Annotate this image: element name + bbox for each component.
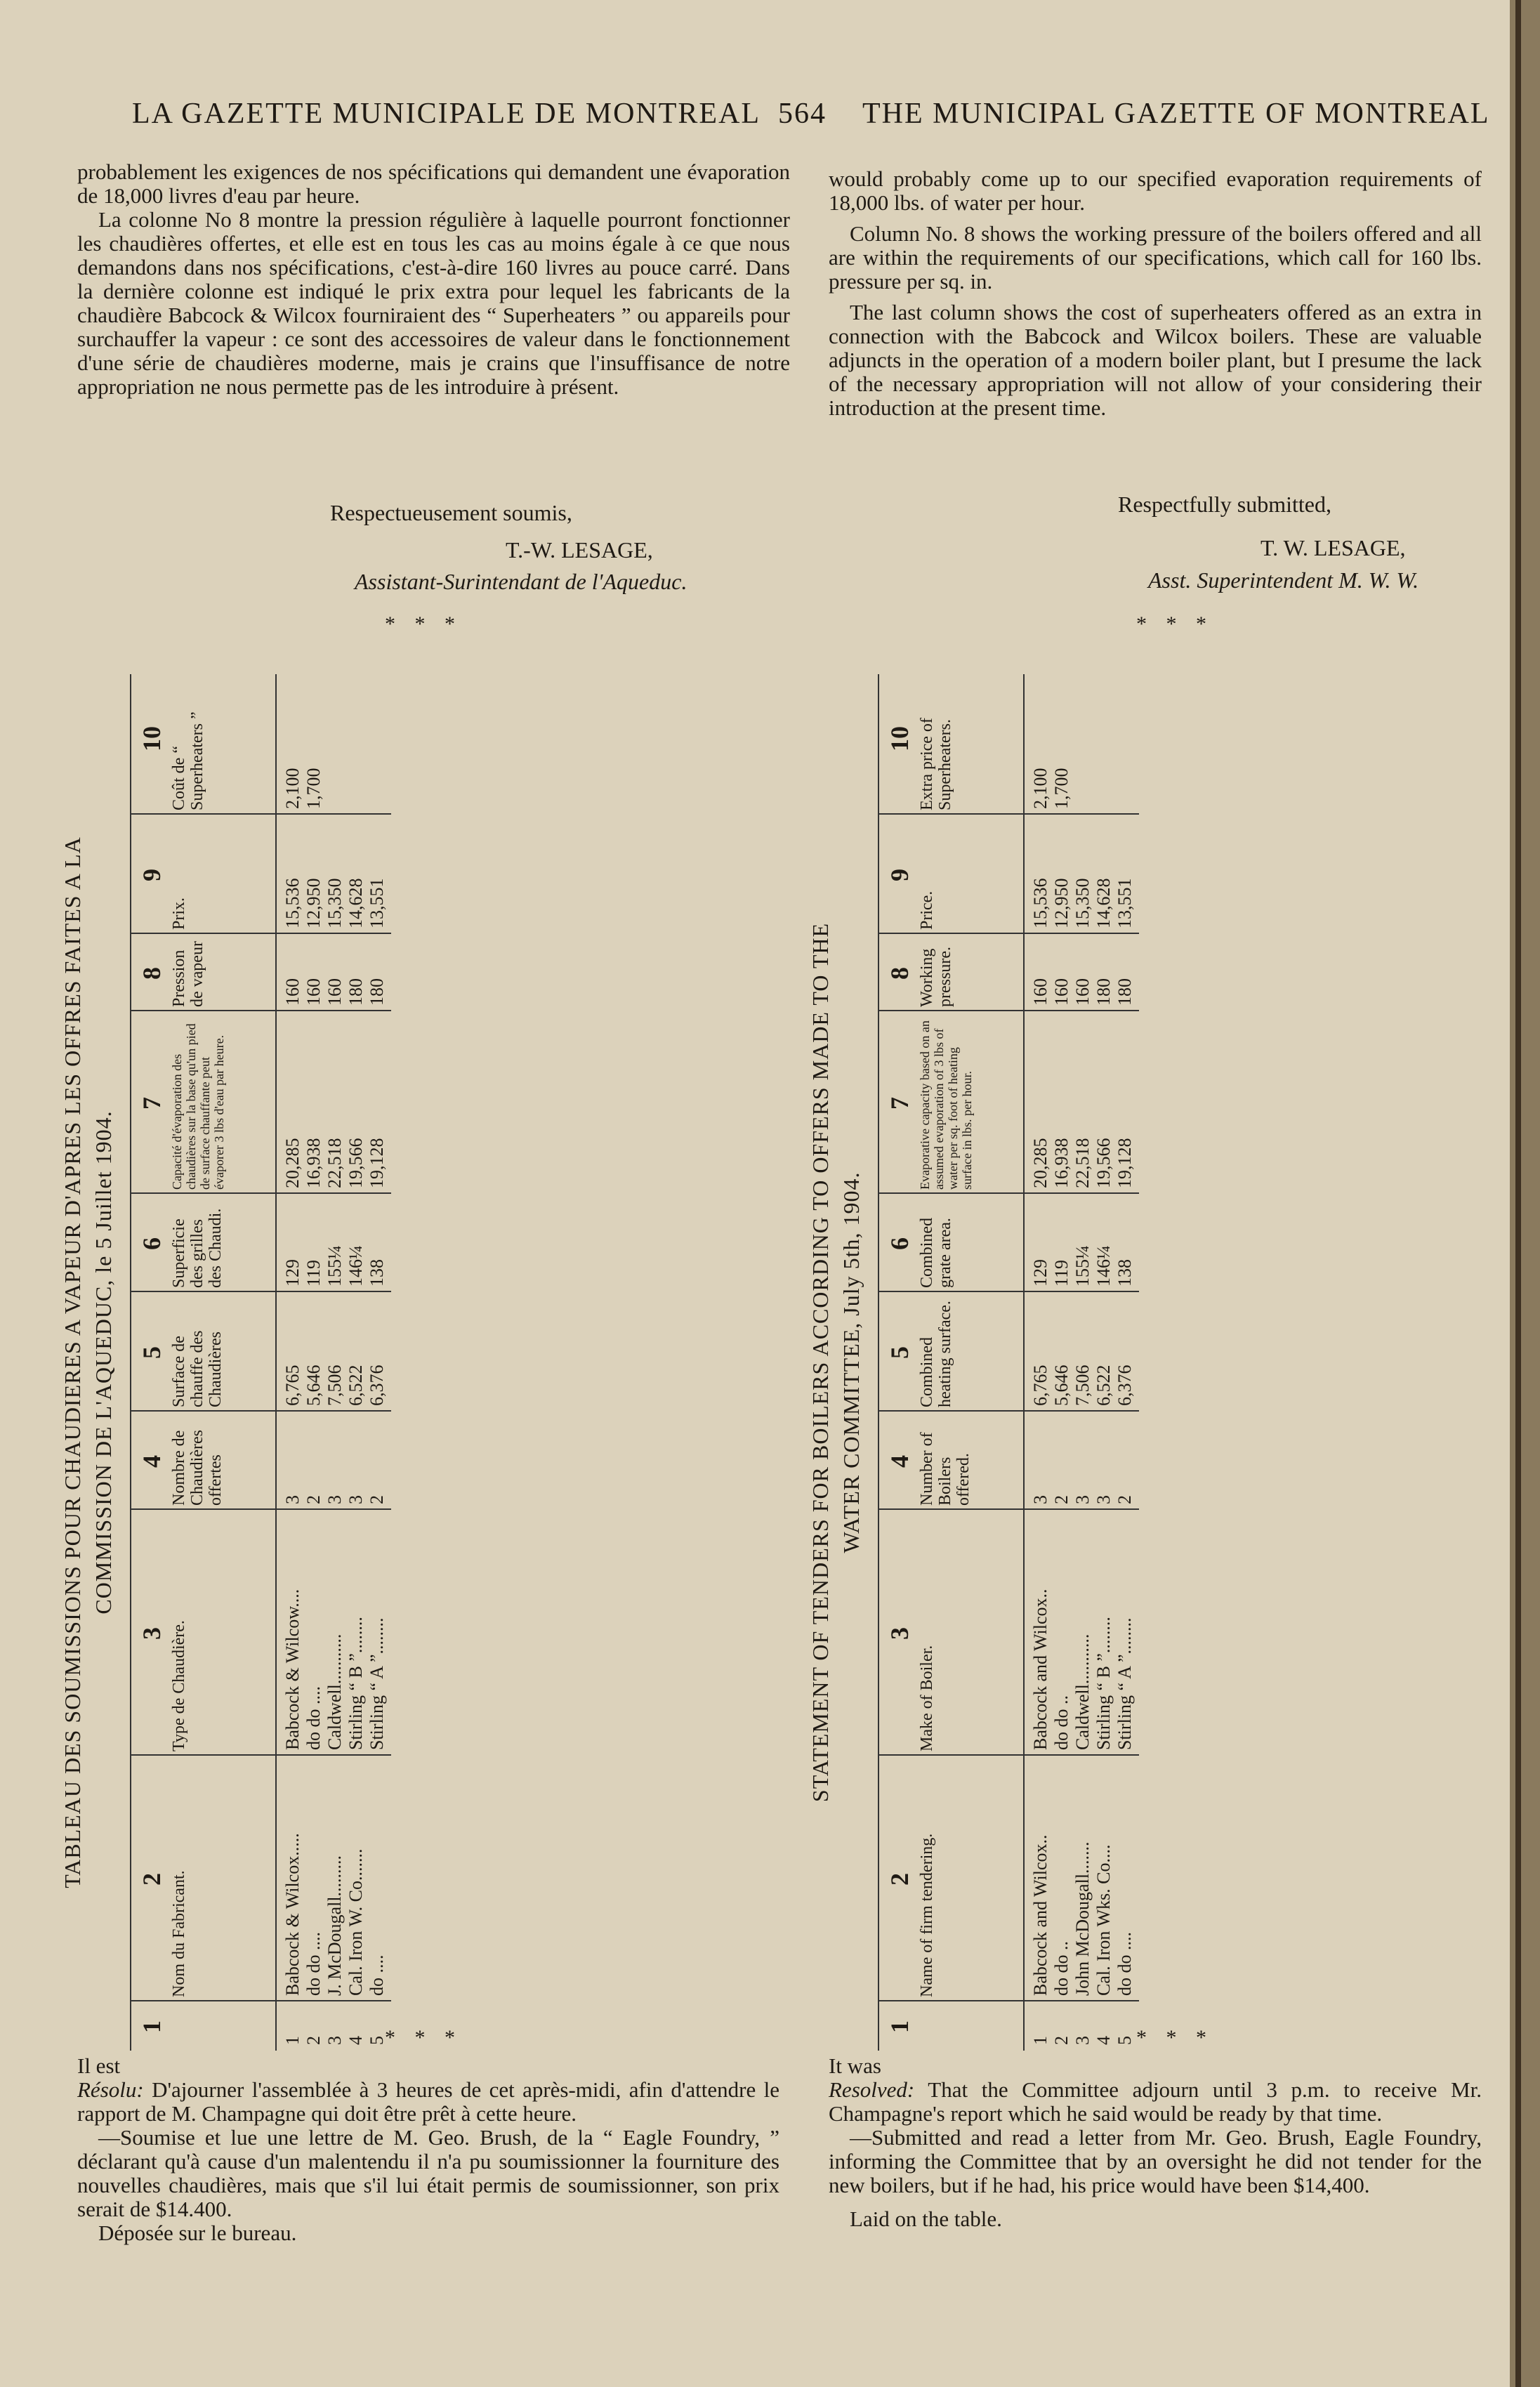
fr-signature-name: T.-W. LESAGE, [506, 537, 653, 563]
column-rule [879, 1508, 1139, 1510]
en-laid-on-table: Laid on the table. [850, 2207, 1002, 2231]
table-cell: 14,628 [345, 878, 366, 928]
en-signature-name: T. W. LESAGE, [1261, 535, 1406, 560]
table-cell: 129 [282, 1259, 303, 1287]
column-number: 5 [138, 1346, 166, 1359]
table-cell: 1 [282, 2036, 303, 2045]
column-number: 9 [138, 869, 166, 881]
table-cell: 3 [1072, 1495, 1093, 1504]
table-cell: do do .... [303, 1932, 324, 1996]
en-resolved-label: Resolved: [829, 2077, 915, 2102]
column-header: Pression de vapeur [170, 941, 206, 1007]
table-cell: 155¼ [324, 1245, 345, 1287]
column-rule [879, 1291, 1139, 1292]
table-cell: 5,646 [1051, 1365, 1072, 1406]
fr-paragraph-2: La colonne No 8 montre la pression régulière à laquelle pourront fonctionner les chaudières offertes, et elle est en tous les cas au moins égale à ce que nous demandons dans nos spécifications, c'est-à-dire 160 livres au pouce carré. Dans la dernière colonne est indiqué le prix extra pour lequel les fabricants de la chaudière Babcock & Wilcox fourniraient des “ Superheaters ” ou appareils pour surchauffer la vapeur : ce sont des accessoires de valeur dans le fonctionnement d'une série de chaudières moderne, mais je crains que l'insuffisance de notre appropriation ne nous permette pas de les introduire à présent. [77, 207, 790, 399]
column-number: 8 [138, 967, 166, 980]
column-rule [879, 1192, 1139, 1194]
table-cell: Caldwell........... [324, 1633, 345, 1750]
table-cell: 16,938 [303, 1138, 324, 1188]
column-number: 3 [138, 1627, 166, 1640]
en-separator: * * * [1136, 612, 1213, 636]
table-cell: 5 [367, 2036, 387, 2045]
table-cell: 15,536 [1030, 878, 1051, 928]
fr-table-block [60, 674, 390, 2051]
table-cell: do do .. [1051, 1941, 1072, 1996]
en-tenders-table [878, 674, 1139, 2051]
table-cell: 19,128 [1114, 1138, 1135, 1188]
en-table-block [808, 674, 1138, 2051]
page-edge [1510, 0, 1540, 2387]
en-table-title-1: STATEMENT OF TENDERS FOR BOILERS ACCORDING TO OFFERS MADE TO THE [808, 922, 833, 1803]
table-cell: 3 [282, 1495, 303, 1504]
column-header: Evaporative capacity based on an assumed evaporation of 3 lbs of water per sq. foot of heating surface in lbs. per hour. [918, 1020, 974, 1190]
column-rule [131, 1410, 391, 1412]
table-cell: 1 [1030, 2036, 1051, 2045]
table-cell: Cal. Iron W. Co....... [345, 1848, 366, 1996]
table-cell: Stirling “ A ”........ [1114, 1617, 1135, 1750]
table-cell: Babcock & Wilcow.... [282, 1589, 303, 1750]
column-number: 8 [886, 967, 914, 980]
column-rule [131, 1508, 391, 1510]
en-paragraph-3: The last column shows the cost of superheaters offered as an extra in connection with the Babcock and Wilcox boilers. These are valuable adjuncts in the operation of a modern boiler plant, but I presume the lack of the necessary appropriation will not allow of your considering their introduction at the present time. [829, 300, 1482, 420]
fr-resolu-label: Résolu: [77, 2077, 144, 2102]
table-cell: 2 [303, 1495, 324, 1504]
table-cell: 7,506 [1072, 1365, 1093, 1406]
column-rule [131, 813, 391, 815]
table-cell: 2 [367, 1495, 387, 1504]
table-cell: Stirling “ B ”........ [345, 1617, 366, 1750]
table-cell: 19,128 [367, 1138, 387, 1188]
table-cell: 146¼ [1093, 1245, 1114, 1287]
column-number: 2 [138, 1873, 166, 1886]
table-cell: 16,938 [1051, 1138, 1072, 1188]
table-cell: John McDougall....... [1072, 1841, 1093, 1996]
table-cell: 2 [303, 2036, 324, 2045]
column-rule [879, 2000, 1139, 2001]
table-cell: 180 [1114, 978, 1135, 1006]
table-cell: 160 [324, 978, 345, 1006]
fr-separator-2: * * * [385, 2026, 462, 2049]
table-cell: Babcock and Wilcox.. [1030, 1589, 1051, 1750]
column-rule [131, 1192, 391, 1194]
table-cell: 4 [345, 2036, 366, 2045]
table-cell: 3 [1030, 1495, 1051, 1504]
table-cell: 4 [1093, 2036, 1114, 2045]
table-cell: Babcock and Wilcox.. [1030, 1834, 1051, 1996]
table-cell: 138 [1114, 1259, 1135, 1287]
table-cell: Stirling “ B ”........ [1093, 1617, 1114, 1750]
en-it-was: It was [829, 2053, 881, 2078]
table-cell: 6,765 [1030, 1365, 1051, 1406]
table-cell: Babcock & Wilcox..... [282, 1833, 303, 1996]
table-cell: 2 [1114, 1495, 1135, 1504]
fr-signature-title: Assistant-Surintendant de l'Aqueduc. [355, 569, 687, 594]
page-header [0, 97, 1540, 139]
en-table-title-2: WATER COMMITTEE, July 5th, 1904. [838, 1171, 864, 1553]
table-cell: 12,950 [303, 878, 324, 928]
column-header: Combined heating surface. [918, 1301, 954, 1407]
table-cell: 180 [1093, 978, 1114, 1006]
table-cell: 15,350 [324, 878, 345, 928]
fr-separator: * * * [385, 612, 462, 636]
table-cell: 22,518 [324, 1138, 345, 1188]
en-letter-text: —Submitted and read a letter from Mr. Geo. Brush, Eagle Foundry, informing the Committee that by an oversight he did not tender for the new boilers, but if he had, his price would have been $14,400. [829, 2125, 1482, 2197]
table-cell: do .... [367, 1954, 387, 1996]
table-cell: 6,522 [1093, 1365, 1114, 1406]
table-cell: 13,551 [1114, 878, 1135, 928]
column-rule [131, 1010, 391, 1011]
column-number: 1 [138, 2020, 166, 2033]
en-separator-2: * * * [1136, 2026, 1213, 2049]
en-signature-title: Asst. Superintendent M. W. W. [1148, 567, 1419, 593]
table-cell: 15,350 [1072, 878, 1093, 928]
table-cell: 7,506 [324, 1365, 345, 1406]
fr-resolu-text: D'ajourner l'assemblée à 3 heures de cet après-midi, afin d'attendre le rapport de M. Champagne qui doit être prêt à cette heure. [77, 2077, 779, 2126]
table-cell: 6,522 [345, 1365, 366, 1406]
table-cell: 155¼ [1072, 1245, 1093, 1287]
column-rule [131, 1291, 391, 1292]
table-cell: 15,536 [282, 878, 303, 928]
table-cell: 160 [1051, 978, 1072, 1006]
column-header: Surface de chauffe des Chaudières [170, 1330, 225, 1407]
column-header: Extra price of Superheaters. [918, 718, 954, 810]
table-cell: 1,700 [303, 768, 324, 809]
table-cell: 119 [303, 1259, 324, 1287]
header-right-title: THE MUNICIPAL GAZETTE OF MONTREAL [862, 98, 1490, 130]
table-cell: 12,950 [1051, 878, 1072, 928]
fr-closing: Respectueusement soumis, [330, 500, 572, 525]
column-header: Superficie des grilles des Chaudi. [170, 1208, 225, 1288]
column-rule [879, 1410, 1139, 1412]
column-number: 10 [886, 726, 914, 751]
column-rule [131, 933, 391, 934]
table-cell: 2,100 [1030, 768, 1051, 809]
column-header: Nom du Fabricant. [170, 1870, 188, 1997]
table-cell: 3 [345, 1495, 366, 1504]
table-cell: 3 [324, 1495, 345, 1504]
en-closing: Respectfully submitted, [1118, 492, 1331, 517]
column-header: Type de Chaudière. [170, 1620, 188, 1751]
table-cell: 138 [367, 1259, 387, 1287]
table-cell: do do .... [303, 1686, 324, 1750]
column-number: 6 [138, 1237, 166, 1250]
table-cell: 2 [1051, 2036, 1072, 2045]
table-cell: 2,100 [282, 768, 303, 809]
column-number: 9 [886, 869, 914, 881]
column-number: 7 [886, 1097, 914, 1110]
page-edge-shadow [1515, 0, 1521, 2387]
table-cell: 6,376 [367, 1365, 387, 1406]
table-cell: 119 [1051, 1259, 1072, 1287]
header-rule [275, 674, 277, 2051]
header-rule [1023, 674, 1025, 2051]
fr-table-title-1: TABLEAU DES SOUMISSIONS POUR CHAUDIERES A VAPEUR D'APRES LES OFFRES FAITES A LA [60, 836, 85, 1888]
table-cell: Stirling “ A ”........ [367, 1617, 387, 1750]
en-paragraph-1: would probably come up to our specified evaporation requirements of 18,000 lbs. of water per hour. [829, 166, 1482, 215]
en-intro-text [829, 167, 1482, 420]
column-rule [879, 933, 1139, 934]
fr-intro-text [77, 160, 790, 399]
column-number: 1 [886, 2020, 914, 2033]
column-number: 7 [138, 1097, 166, 1110]
column-header: Combined grate area. [918, 1218, 954, 1288]
column-number: 4 [886, 1455, 914, 1468]
column-number: 4 [138, 1455, 166, 1468]
table-cell: Caldwell........... [1072, 1633, 1093, 1750]
table-cell: 129 [1030, 1259, 1051, 1287]
table-cell: 3 [324, 2036, 345, 2045]
column-header: Coût de “ Superheaters ” [170, 711, 206, 810]
column-header: Prix. [170, 897, 188, 930]
table-cell: 20,285 [282, 1138, 303, 1188]
table-cell: do do .... [1114, 1932, 1135, 1996]
page-number: 564 [778, 98, 827, 130]
table-cell: 6,765 [282, 1365, 303, 1406]
table-cell: 160 [282, 978, 303, 1006]
column-header: Working pressure. [918, 947, 954, 1007]
table-cell: 20,285 [1030, 1138, 1051, 1188]
table-cell: 13,551 [367, 878, 387, 928]
en-paragraph-2: Column No. 8 shows the working pressure of the boilers offered and all are within the requirements of our specifications, which call for 160 lbs. pressure per sq. in. [829, 221, 1482, 294]
fr-il-est: Il est [77, 2053, 121, 2078]
table-cell: 14,628 [1093, 878, 1114, 928]
column-rule [879, 1754, 1139, 1756]
table-cell: Cal. Iron Wks. Co.... [1093, 1844, 1114, 1996]
en-resolved-text: That the Committee adjourn until 3 p.m. to receive Mr. Champagne's report which he said would be ready by that time. [829, 2077, 1482, 2126]
fr-minutes-text [77, 2054, 779, 2245]
table-cell: 3 [1093, 1495, 1114, 1504]
column-header: Name of firm tendering. [918, 1833, 936, 1997]
table-cell: 160 [1030, 978, 1051, 1006]
column-rule [879, 813, 1139, 815]
fr-paragraph-1: probablement les exigences de nos spécifications qui demandent une évaporation de 18,000 livres d'eau par heure. [77, 159, 790, 208]
table-cell: 180 [345, 978, 366, 1006]
table-cell: 160 [1072, 978, 1093, 1006]
table-cell: do do .. [1051, 1695, 1072, 1750]
fr-tenders-table [130, 674, 391, 2051]
en-minutes-text [829, 2054, 1482, 2231]
table-cell: 19,566 [345, 1138, 366, 1188]
column-header: Nombre de Chaudières offertes [170, 1430, 225, 1506]
column-number: 3 [886, 1627, 914, 1640]
table-cell: 1,700 [1051, 768, 1072, 809]
table-cell: 3 [1072, 2036, 1093, 2045]
column-header: Capacité d'évaporation des chaudières sur la base qu'un pied de surface chauffante peut évaporer 3 lbs d'eau par heure. [170, 1023, 226, 1190]
table-cell: 2 [1051, 1495, 1072, 1504]
table-cell: 6,376 [1114, 1365, 1135, 1406]
table-cell: 160 [303, 978, 324, 1006]
table-cell: 19,566 [1093, 1138, 1114, 1188]
table-cell: 180 [367, 978, 387, 1006]
fr-table-title-2: COMMISSION DE L'AQUEDUC, le 5 Juillet 1904. [91, 1110, 116, 1615]
fr-letter-text: —Soumise et lue une lettre de M. Geo. Brush, de la “ Eagle Foundry, ” déclarant qu'à cause d'un malentendu il n'a pu soumissionner la fourniture des nouvelles chaudières, mais que s'il lui était permis de soumissionner, son prix serait de $14.400. [77, 2125, 779, 2221]
table-cell: 146¼ [345, 1245, 366, 1287]
column-number: 2 [886, 1873, 914, 1886]
table-cell: 22,518 [1072, 1138, 1093, 1188]
column-number: 10 [138, 726, 166, 751]
table-cell: J. McDougall......... [324, 1855, 345, 1996]
column-rule [131, 2000, 391, 2001]
fr-deposee: Déposée sur le bureau. [98, 2221, 297, 2245]
column-rule [879, 1010, 1139, 1011]
column-number: 5 [886, 1346, 914, 1359]
column-header: Make of Boiler. [918, 1645, 936, 1751]
header-left-title: LA GAZETTE MUNICIPALE DE MONTREAL [132, 98, 761, 130]
column-header: Price. [918, 890, 936, 930]
column-header: Number of Boilers offered. [918, 1432, 973, 1506]
column-number: 6 [886, 1237, 914, 1250]
column-rule [131, 1754, 391, 1756]
table-cell: 5 [1114, 2036, 1135, 2045]
table-cell: 5,646 [303, 1365, 324, 1406]
